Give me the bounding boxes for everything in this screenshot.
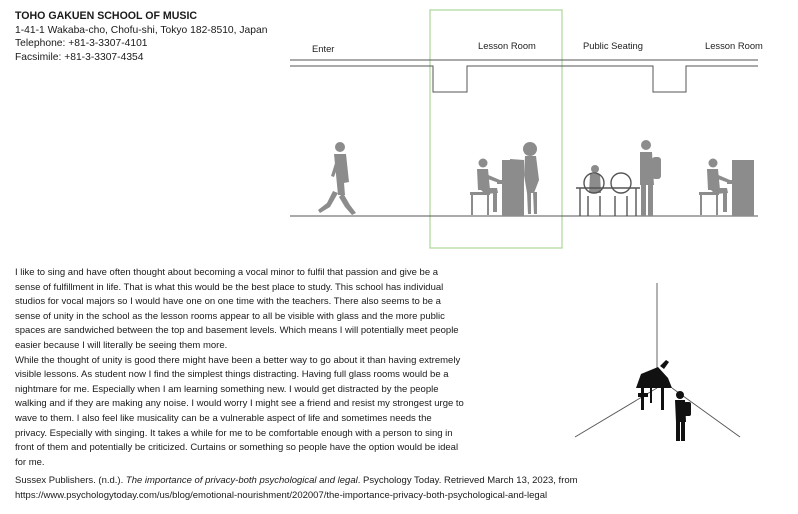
school-address: 1-41-1 Wakaba-cho, Chofu-shi, Tokyo 182-8510, Japan — [15, 24, 268, 36]
pianist-figure — [470, 159, 500, 216]
reflection-text — [15, 266, 465, 470]
label-lesson-room-2: Lesson Room — [705, 40, 763, 51]
paragraph-2: While the thought of unity is good there might have been a better way to go about it than having extremely visible lessons. As student now I find the simplest things distracting. Having full glass rooms would be a nightmare for me. Especially when I am learning something new. I would get distracted by the people walking and if they are making any noise. I would worry I might see a friend and resist my strongest urge to wave to them. I also feel like musicality can be a vulnerable aspect of life and sometimes needs the privacy. Especially with singing. It takes a while for me to be comfortable enough with a person to sing in front of them and potentially be criticized. Curtains or something so people have the option would be ideal for me. — [15, 354, 464, 468]
school-name: TOHO GAKUEN SCHOOL OF MUSIC — [15, 10, 198, 22]
reference-authors: Sussex Publishers. (n.d.). — [15, 475, 126, 486]
label-public-seating: Public Seating — [583, 40, 643, 51]
standing-person-with-backpack-figure — [640, 140, 661, 216]
reference-title: The importance of privacy-both psychological and legal — [125, 475, 358, 486]
table-with-chairs-icon — [576, 173, 640, 216]
label-lesson-room-1: Lesson Room — [478, 40, 536, 51]
seated-person-figure — [589, 165, 601, 193]
suspended-piano-vignette — [575, 283, 740, 441]
pianist-figure-2 — [699, 159, 730, 216]
reference-details: . Psychology Today. Retrieved March 13, 2023, from https://www.psychologytoday.com/us/blog/emotional-nourishment/202007/the-importance-privacy-both-psychological-and-legal — [15, 475, 578, 501]
school-telephone: Telephone: +81-3-3307-4101 — [15, 38, 148, 50]
upright-piano-icon — [497, 160, 524, 216]
walking-person-figure — [318, 142, 356, 215]
upper-floor-section — [290, 60, 758, 92]
paragraph-1: I like to sing and have often thought about becoming a vocal minor to fulfil that passion and give be a sense of fulfillment in life. That is what this would be the best place to study. This school has individual studios for vocal majors so I would have one on one time with the teachers. There also seems to be a sense of unity in the school as the lesson rooms appear to all be visible with glass and the more public spaces are sandwiched between the top and basement levels. Which means I will potentially meet people easier because I will literally be seeing them more. — [15, 267, 459, 351]
upright-piano-icon-2 — [727, 160, 754, 216]
reference-citation — [15, 474, 785, 503]
school-facsimile: Facsimile: +81-3-3307-4354 — [15, 51, 144, 63]
label-enter: Enter — [312, 43, 335, 54]
grand-piano-icon — [636, 360, 672, 410]
standing-student-figure — [675, 391, 691, 441]
